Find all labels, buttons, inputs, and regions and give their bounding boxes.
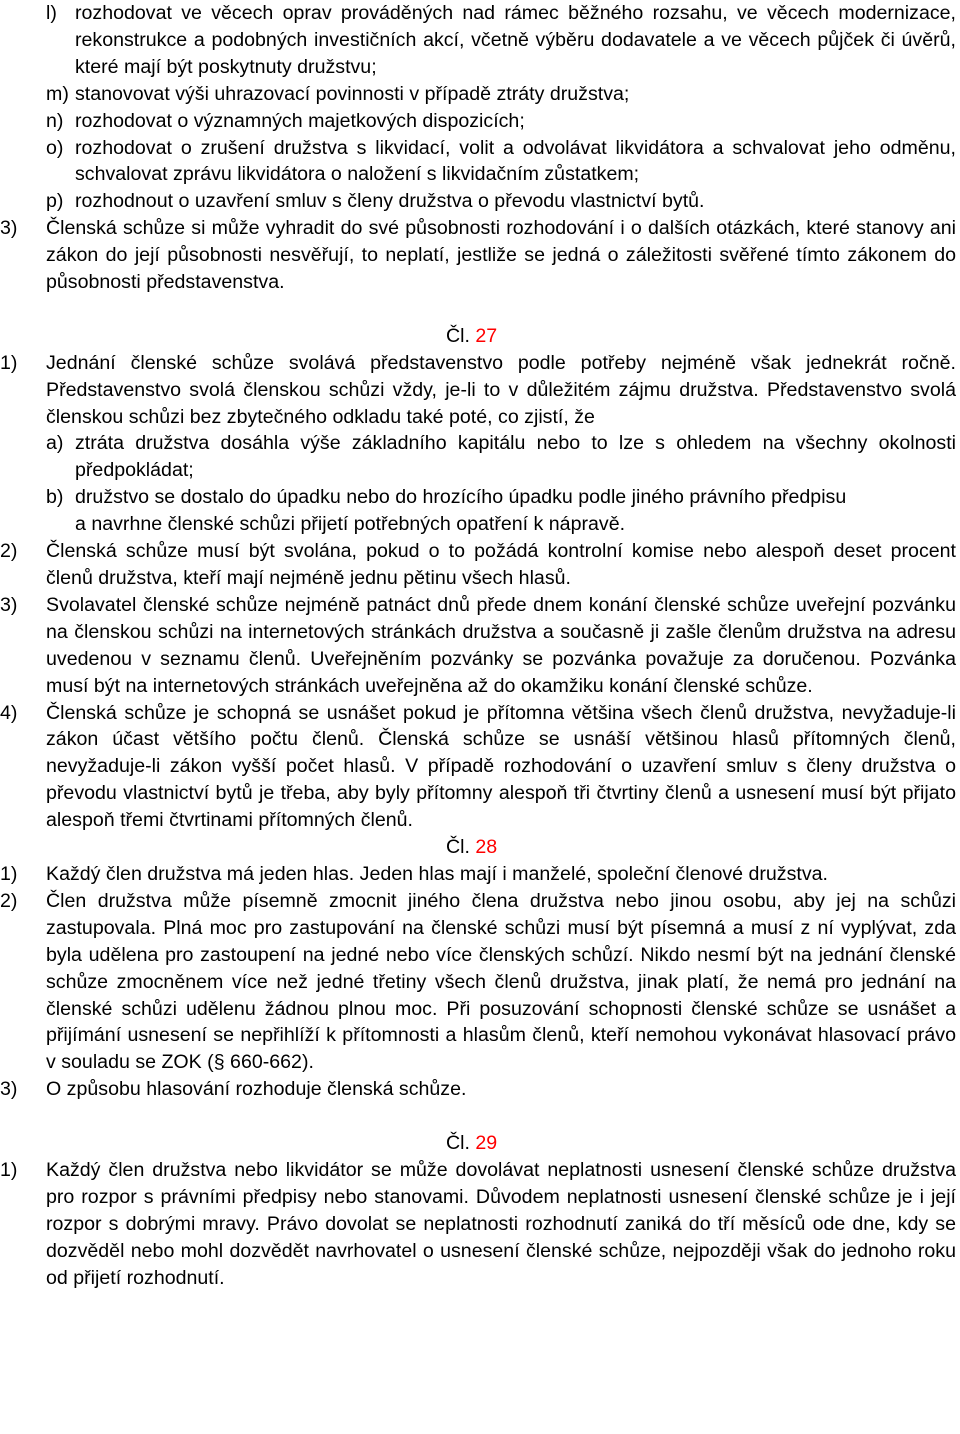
list-label: n) [46, 109, 64, 132]
art28-paragraph-1 [0, 861, 960, 888]
paragraph-text: Členská schůze musí být svolána, pokud o to požádá kontrolní komise nebo alespoň deset procent členů družstva, kteří mají nejméně jednu pětinu všech hlasů. [46, 540, 956, 590]
list-label: a) [46, 432, 64, 455]
list-text: rozhodovat o zrušení družstva s likvidací, volit a odvolávat likvidátora a schvalovat jeho odměnu, schvalovat zprávu likvidátora o naložení s likvidačním zůstatkem; [75, 136, 956, 186]
paragraph-number: 4) [0, 701, 18, 724]
paragraph-number: 1) [0, 351, 18, 374]
paragraph-number: 1) [0, 862, 18, 885]
list-item-p [46, 188, 956, 215]
article-number: 29 [475, 1132, 498, 1155]
paragraph-number: 2) [0, 889, 18, 912]
art28-paragraph-2 [0, 888, 960, 1076]
art29-paragraph-1 [0, 1157, 960, 1292]
list-item-l [46, 0, 956, 81]
list-text: rozhodovat o významných majetkových dispozicích; [75, 109, 525, 132]
art27-paragraph-1 [0, 350, 960, 431]
list-text: rozhodnout o uzavření smluv s členy družstva o převodu vlastnictví bytů. [75, 190, 705, 213]
paragraph-text: Každý člen družstva má jeden hlas. Jeden hlas mají i manželé, společní členové družstva. [46, 862, 828, 885]
paragraph-text: Jednání členské schůze svolává představenstvo podle potřeby nejméně však jednekrát ročně. Představenstvo svolá členskou schůzi vždy, je-li to v důležitém zájmu družstva. Představenstvo svolá členskou schůzi bez zbytečného odkladu také poté, co zjistí, že [46, 351, 956, 428]
paragraph-text: O způsobu hlasování rozhoduje členská schůze. [46, 1078, 467, 1101]
paragraph-number: 3) [0, 593, 18, 616]
list-label: l) [46, 2, 57, 24]
paragraph-text: Svolavatel členské schůze nejméně patnáct dnů přede dnem konání členské schůze uveřejní pozvánku na členskou schůzi na internetových stránkách družstva a současně ji zašle členům družstva na adresu uvedenou v seznamu členů. Uveřejněním pozvánky se pozvánka považuje za doručenou. Pozvánka musí být na internetových stránkách uveřejněna až do okamžiku konání členské schůze. [46, 593, 956, 697]
list-item-n [46, 108, 956, 135]
article-number: 27 [475, 324, 498, 347]
art27-item-a [46, 430, 956, 484]
paragraph-number: 1) [0, 1158, 18, 1181]
list-label: b) [46, 486, 64, 509]
list-text: rozhodovat ve věcech oprav prováděných nad rámec běžného rozsahu, ve věcech modernizace, rekonstrukce a podobných investičních akcí, včetně výběru dodavatele a ve věcech půjček či úvěrů, které mají být poskytnuty družstvu; [75, 2, 956, 78]
art27-paragraph-3 [0, 592, 960, 700]
list-item-o [46, 135, 956, 189]
paragraph-number: 3) [0, 217, 18, 240]
article-heading-28 [0, 834, 960, 861]
paragraph-tail: a navrhne členské schůzi přijetí potřebných opatření k nápravě. [75, 513, 626, 536]
paragraph-number: 2) [0, 540, 18, 563]
art28-paragraph-3 [0, 1076, 960, 1103]
paragraph-text: Členská schůze je schopná se usnášet pokud je přítomna většina všech členů družstva, nevyžaduje-li zákon účast většího počtu členů. Členská schůze se usnáší většinou hlasů přítomných členů, nevyžaduje-li zákon vyšší počet hlasů. V případě rozhodování o uzavření smluv s členy družstva o převodu vlastnictví bytů je třeba, aby byly přítomny alespoň tři čtvrtiny členů a usnesení musí být přijato alespoň třemi čtvrtinami přítomných členů. [46, 701, 956, 832]
art27-paragraph-4 [0, 700, 960, 835]
paragraph-text: Člen družstva může písemně zmocnit jiného člena družstva nebo jinou osobu, aby jej na schůzi zastupovala. Plná moc pro zastupování na členské schůzi musí být písemná a musí z ní vyplývat, zda byla udělena pro zastoupení na jedné nebo více členských schůzí. Nikdo nesmí být na jednání členské schůze zmocněnem více než jedné třetiny všech členů družstva, jinak platí, že nemá pro jednání na členské schůzi udělenu žádnou plnou moc. Při posuzování schopnosti členské schůze se usnášet a přijímání usnesení se nepřihlíží k přítomnosti a hlasům členů, kteří nemohou vykonávat hlasovací právo v souladu se ZOK (§ 660-662). [46, 889, 956, 1074]
art27-paragraph-2 [0, 538, 960, 592]
art27-item-tail [46, 511, 956, 538]
article-prefix: Čl. [446, 836, 470, 859]
list-label: p) [46, 190, 64, 213]
list-text: stanovovat výši uhrazovací povinnosti v případě ztráty družstva; [75, 82, 630, 105]
list-label: o) [46, 136, 64, 159]
paragraph-3 [0, 215, 960, 296]
art27-item-b [46, 484, 956, 511]
paragraph-text: Členská schůze si může vyhradit do své působnosti rozhodování i o dalších otázkách, které stanovy ani zákon do její působnosti nesvěřují, to neplatí, jestliže se jedná o záležitosti svěřené tímto zákonem do působnosti představenstva. [46, 217, 956, 294]
list-text: ztráta družstva dosáhla výše základního kapitálu nebo to lze s ohledem na všechny okolnosti předpokládat; [75, 432, 956, 482]
article-heading-29 [0, 1130, 960, 1157]
paragraph-number: 3) [0, 1078, 18, 1101]
article-prefix: Čl. [446, 1132, 470, 1155]
list-label: m) [46, 82, 69, 105]
article-prefix: Čl. [446, 324, 470, 347]
article-heading-27 [0, 323, 960, 350]
article-number: 28 [475, 836, 498, 859]
list-item-m [46, 81, 956, 108]
paragraph-text: Každý člen družstva nebo likvidátor se může dovolávat neplatnosti usnesení členské schůze družstva pro rozpor s právními předpisy nebo stanovami. Důvodem neplatnosti usnesení členské schůze je i její rozpor s dobrými mravy. Právo dovolat se neplatnosti rozhodnutí zaniká do tří měsíců ode dne, kdy se dozvěděl nebo mohl dozvědět navrhovatel o usnesení členské schůze, nejpozději však do jednoho roku od přijetí rozhodnutí. [46, 1158, 956, 1289]
list-text: družstvo se dostalo do úpadku nebo do hrozícího úpadku podle jiného právního předpisu [75, 486, 847, 509]
